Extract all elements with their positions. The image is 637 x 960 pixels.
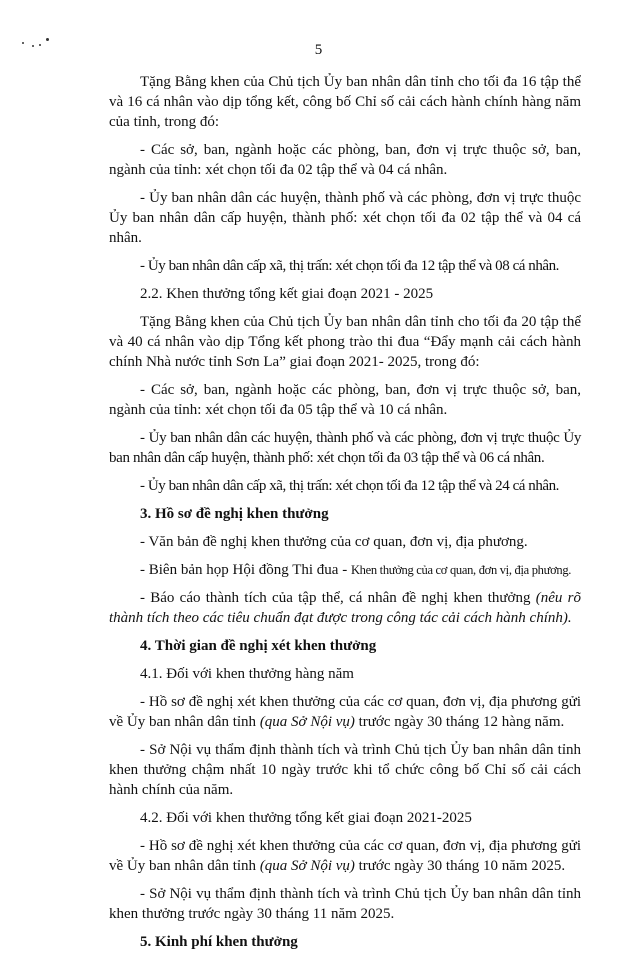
page-number: 5 — [314, 42, 323, 58]
subsection-title: 4.2. Đối với khen thưởng tổng kết giai đoạn 2021-2025 — [140, 810, 472, 826]
paragraph: - Sở Nội vụ thẩm định thành tích và trình Chủ tịch Ủy ban nhân dân tỉnh khen thưởng trước ngày 30 tháng 11 năm 2025. — [109, 886, 581, 922]
paragraph: - Ủy ban nhân dân cấp xã, thị trấn: xét chọn tối đa 12 tập thể và 24 cá nhân. — [140, 478, 559, 494]
paragraph-text: trước ngày 30 tháng 10 năm 2025. — [354, 858, 566, 874]
paragraph: Tặng Bằng khen của Chủ tịch Ủy ban nhân dân tỉnh cho tối đa 20 tập thể và 40 cá nhân vào dịp Tổng kết phong trào thi đua “Đẩy mạnh cải cách hành chính Nhà nước tỉnh Sơn La” giai đoạn 2021- 2025, trong đó: — [109, 314, 581, 370]
paragraph-text-condensed: Khen thưởng của cơ quan, đơn vị, địa phương. — [350, 563, 572, 577]
paragraph — [109, 588, 581, 628]
subsection-title: 4.1. Đối với khen thưởng hàng năm — [140, 666, 354, 682]
paragraph: - Văn bản đề nghị khen thưởng của cơ quan, đơn vị, địa phương. — [140, 534, 528, 550]
paragraph-text: - Biên bản họp Hội đồng Thi đua - — [140, 562, 351, 578]
subsection-title: 2.2. Khen thưởng tổng kết giai đoạn 2021 - 2025 — [140, 286, 434, 302]
document-body — [109, 72, 581, 960]
paragraph: - Các sở, ban, ngành hoặc các phòng, ban, đơn vị trực thuộc sở, ban, ngành của tỉnh: xét chọn tối đa 02 tập thể và 04 cá nhân. — [109, 142, 581, 178]
section-heading: 3. Hồ sơ đề nghị khen thưởng — [140, 506, 329, 522]
section-heading: 5. Kinh phí khen thưởng — [140, 934, 298, 950]
paragraph-text: - Báo cáo thành tích của tập thể, cá nhân đề nghị khen thưởng — [140, 590, 536, 606]
paragraph: - Ủy ban nhân dân cấp xã, thị trấn: xét chọn tối đa 12 tập thể và 08 cá nhân. — [140, 258, 559, 274]
paragraph: - Sở Nội vụ thẩm định thành tích và trình Chủ tịch Ủy ban nhân dân tỉnh khen thưởng chậm nhất 10 ngày trước khi tổ chức công bố Chỉ số cải cách hành chính của năm. — [109, 742, 581, 798]
paragraph-note: (nêu rõ thành tích theo các tiêu chuẩn đạt được trong công tác cải cách hành chính). — [109, 590, 581, 626]
paragraph — [109, 560, 581, 580]
paragraph: Tặng Bằng khen của Chủ tịch Ủy ban nhân dân tỉnh cho tối đa 16 tập thể và 16 cá nhân vào dịp tổng kết, công bố Chỉ số cải cách hành chính hàng năm của tỉnh, trong đó: — [109, 74, 581, 130]
paragraph-note: (qua Sở Nội vụ) — [259, 714, 355, 730]
paragraph: - Ủy ban nhân dân các huyện, thành phố và các phòng, đơn vị trực thuộc Ủy ban nhân dân cấp huyện, thành phố: xét chọn tối đa 02 tập thể và 04 cá nhân. — [109, 190, 581, 246]
paragraph: - Ủy ban nhân dân các huyện, thành phố và các phòng, đơn vị trực thuộc Ủy ban nhân dân cấp huyện, thành phố: xét chọn tối đa 03 tập thể và 06 cá nhân. — [109, 430, 581, 466]
section-heading: 4. Thời gian đề nghị xét khen thưởng — [140, 638, 377, 654]
paragraph-note: (qua Sở Nội vụ) — [259, 858, 355, 874]
paragraph: - Các sở, ban, ngành hoặc các phòng, ban, đơn vị trực thuộc sở, ban, ngành của tỉnh: xét chọn tối đa 05 tập thể và 10 cá nhân. — [109, 382, 581, 418]
paragraph-text: - Hồ sơ đề nghị xét khen thưởng của các cơ quan, đơn vị, địa phương gửi về Ủy ban nhân dân tỉnh — [109, 694, 581, 730]
paragraph — [109, 836, 581, 876]
paragraph-text: trước ngày 30 tháng 12 hàng năm. — [354, 714, 565, 730]
paragraph-text: - Hồ sơ đề nghị xét khen thưởng của các cơ quan, đơn vị, địa phương gửi về Ủy ban nhân dân tỉnh — [109, 838, 581, 874]
paragraph — [109, 692, 581, 732]
